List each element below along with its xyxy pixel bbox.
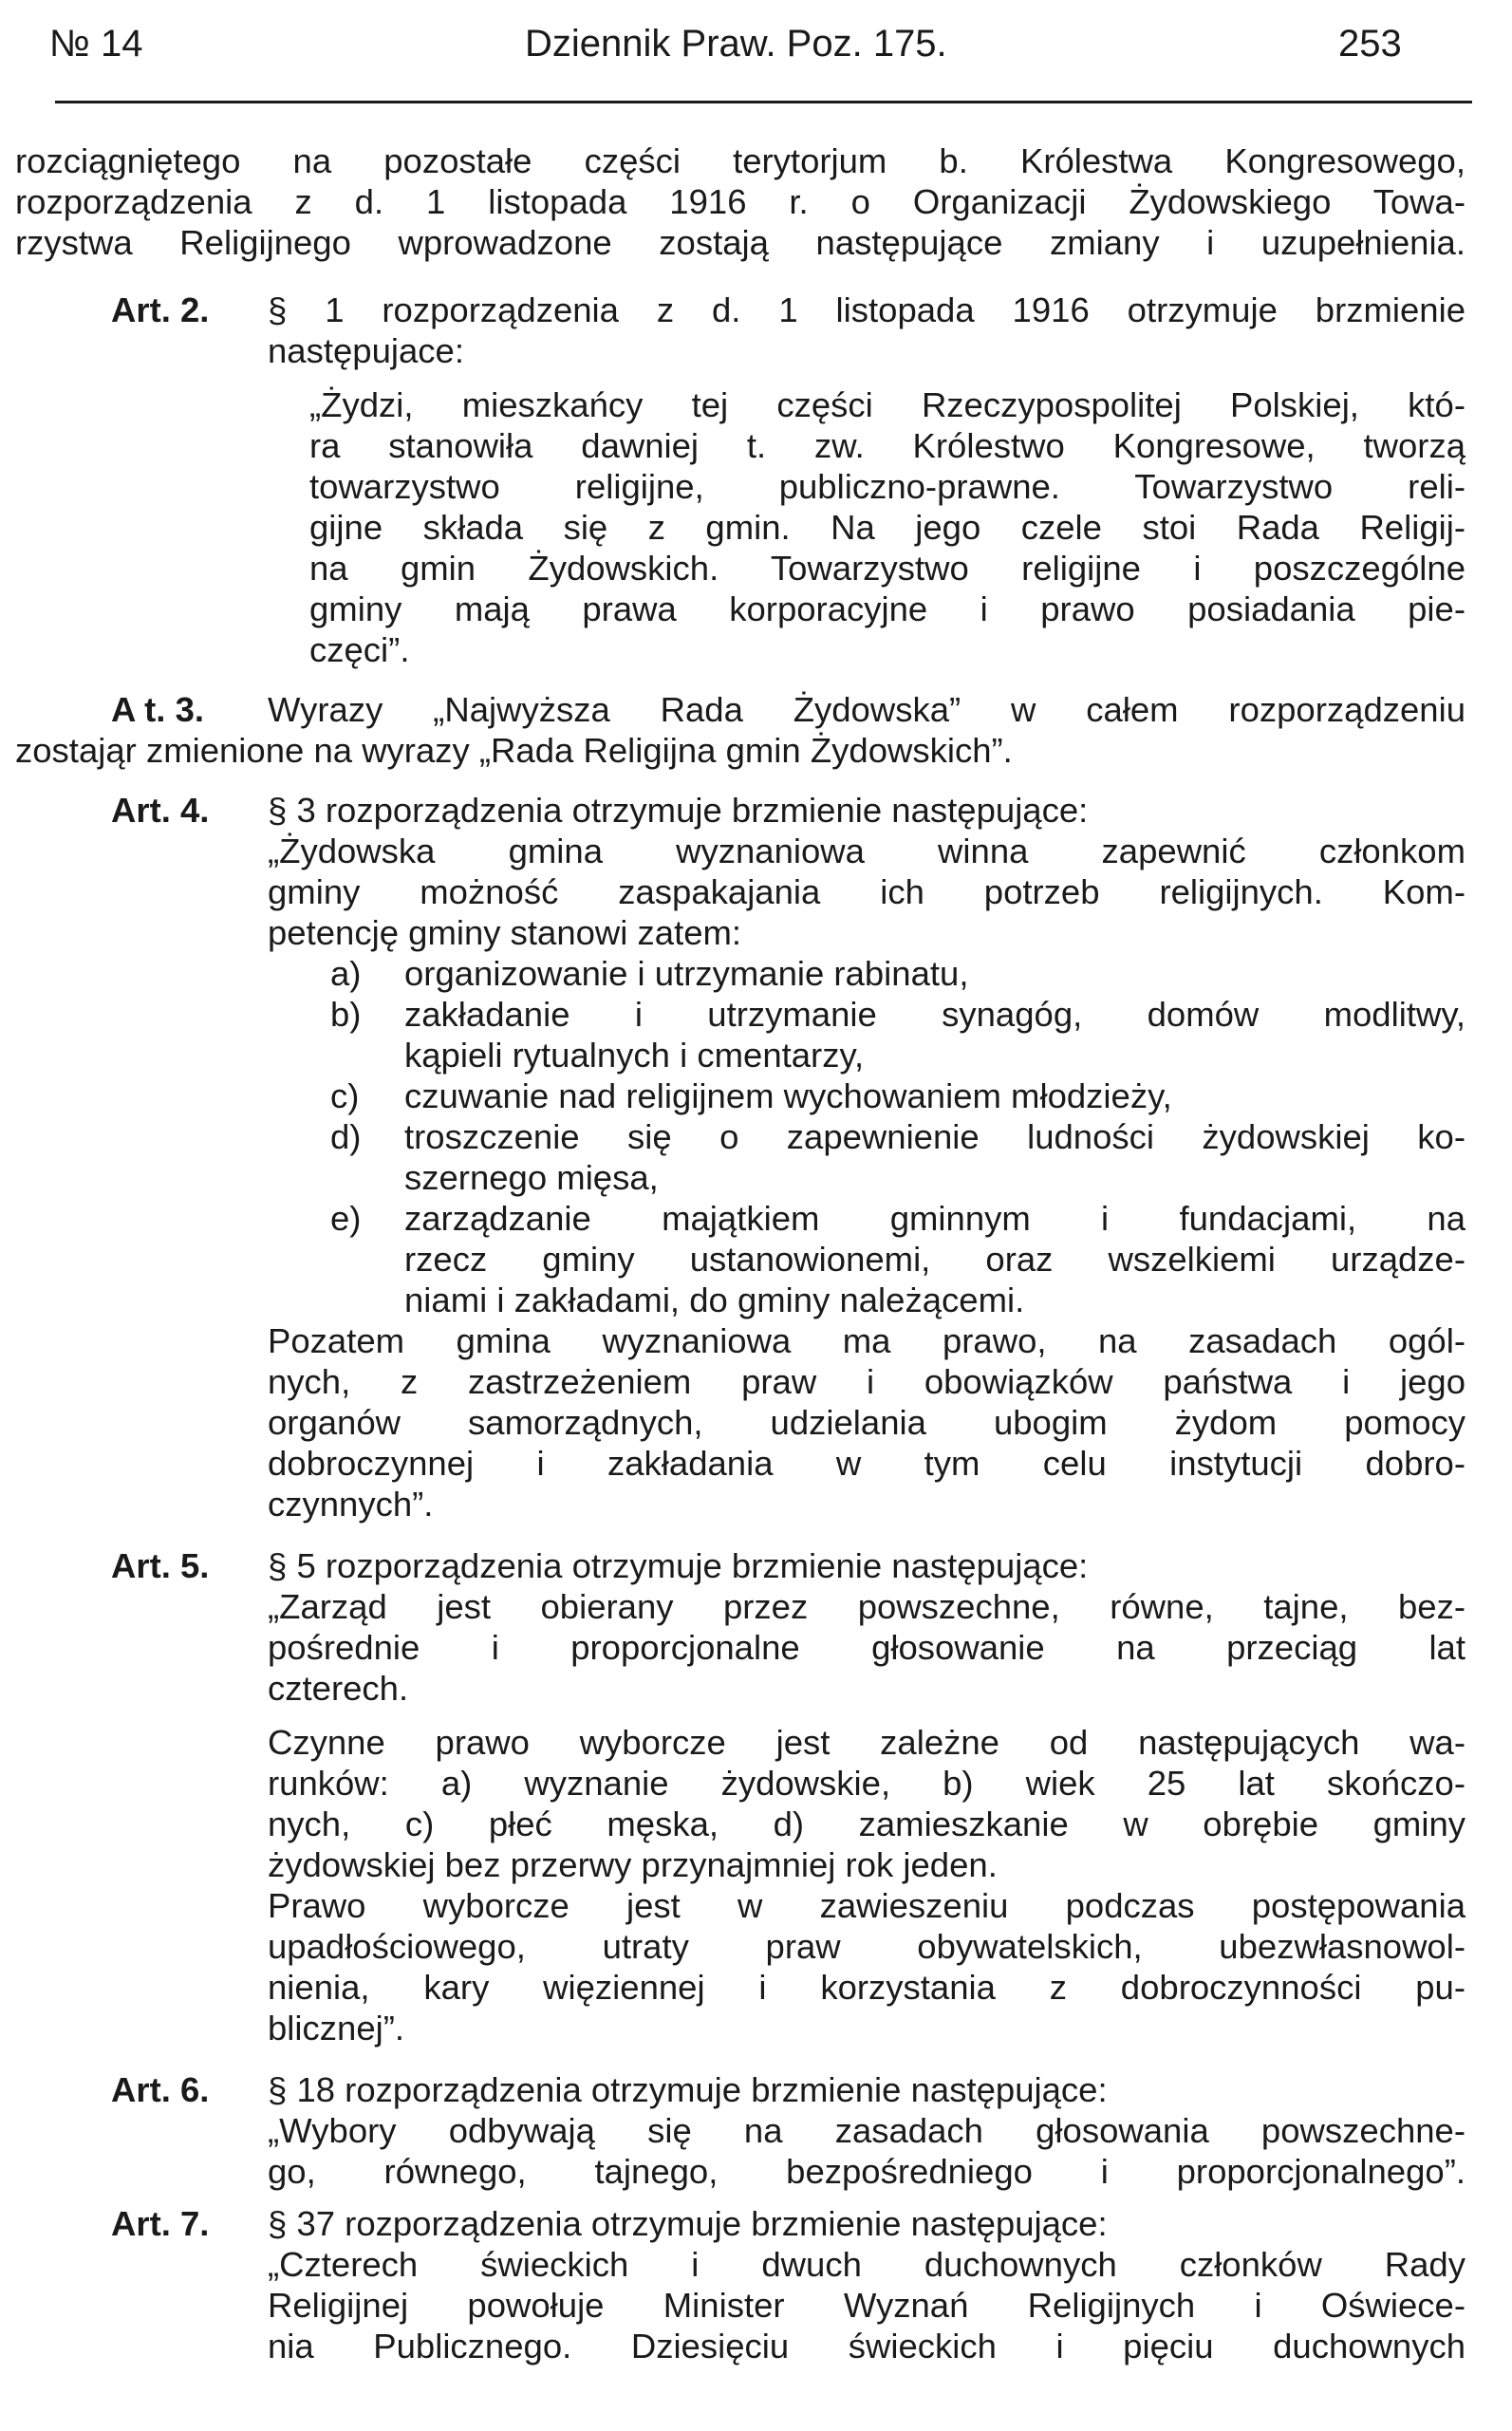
text-line: rozporządzenia z d. 1 listopada 1916 r. o Organizacji Żydowskiego Towa- [15, 182, 1465, 221]
item-letter: c) [330, 1076, 360, 1115]
text-line: § 1 rozporządzenia z d. 1 listopada 1916 otrzymuje brzmienie [268, 290, 1465, 329]
journal-title: Dziennik Praw. Poz. 175. [525, 23, 947, 65]
text-line: żydowskiej bez przerwy przynajmniej rok jeden. [268, 1845, 998, 1884]
item-letter: a) [330, 954, 362, 993]
text-line: „Czterech świeckich i dwuch duchownych członków Rady [268, 2245, 1465, 2284]
page-header [0, 0, 1512, 66]
text-line: gminy mają prawa korporacyjne i prawo posiadania pie- [309, 589, 1465, 628]
text-line: czterech. [268, 1669, 409, 1708]
article-label: Art. 4. [111, 791, 210, 830]
article-3 [15, 689, 1465, 730]
list-item [268, 1075, 1465, 1116]
article-label: Art. 5. [111, 1546, 210, 1585]
article-4 [15, 790, 1465, 1524]
text-line: niami i zakładami, do gminy należącemi. [404, 1281, 1025, 1319]
text-line: petencję gminy stanowi zatem: [268, 913, 742, 952]
list-item [268, 1198, 1465, 1320]
text-line: zarządzanie majątkiem gminnym i fundacjami, na [404, 1199, 1465, 1238]
article-5 [15, 1545, 1465, 2048]
list-item [268, 1116, 1465, 1198]
text-line: § 3 rozporządzenia otrzymuje brzmienie następujące: [268, 791, 1089, 830]
text-line: nienia, kary więziennej i korzystania z dobroczynności pu- [268, 1968, 1465, 2007]
text-line: organizowanie i utrzymanie rabinatu, [404, 954, 969, 993]
text-line: Wyrazy „Najwyższa Rada Żydowska” w całem rozporządzeniu [268, 690, 1465, 729]
issue-number: № 14 [49, 23, 143, 65]
article-6 [15, 2069, 1465, 2192]
text-line: częci”. [309, 630, 410, 669]
text-line: ra stanowiła dawniej t. zw. Królestwo Kongresowe, tworzą [309, 426, 1465, 465]
article-4-closing [268, 1320, 1465, 1524]
text-line: § 37 rozporządzenia otrzymuje brzmienie następujące: [268, 2204, 1108, 2243]
text-line: na gmin Żydowskich. Towarzystwo religijne i poszczególne [309, 549, 1465, 588]
text-line: zostająr zmienione na wyrazy „Rada Religijna gmin Żydowskich”. [15, 731, 1013, 770]
item-letter: d) [330, 1117, 362, 1156]
text-line: szernego mięsa, [404, 1158, 659, 1197]
article-label: Art. 7. [111, 2204, 210, 2243]
text-line: runków: a) wyznanie żydowskie, b) wiek 25 lat skończo- [268, 1764, 1465, 1803]
text-line: go, równego, tajnego, bezpośredniego i proporcjonalnego”. [268, 2152, 1465, 2191]
text-line: rzystwa Religijnego wprowadzone zostają następujące zmiany i uzupełnienia. [15, 223, 1465, 262]
list-item [268, 953, 1465, 994]
text-line: nia Publicznego. Dziesięciu świeckich i pięciu duchownych [268, 2327, 1465, 2366]
article-label: Art. 6. [111, 2070, 210, 2109]
article-2 [15, 290, 1465, 330]
text-line: upadłościowego, utraty praw obywatelskich, ubezwłasnowol- [268, 1927, 1465, 1966]
text-line: troszczenie się o zapewnienie ludności żydowskiej ko- [404, 1117, 1465, 1156]
document-body [15, 140, 1465, 2366]
page-number: 253 [1338, 23, 1402, 65]
text-line: rozciągniętego na pozostałe części terytorjum b. Królestwa Kongresowego, [15, 141, 1465, 180]
text-line: Religijnej powołuje Minister Wyznań Religijnych i Oświece- [268, 2286, 1465, 2325]
text-line: pośrednie i proporcjonalne głosowanie na przeciąg lat [268, 1628, 1465, 1667]
text-line: dobroczynnej i zakładania w tym celu instytucji dobro- [268, 1444, 1465, 1483]
text-line: czynnych”. [268, 1485, 434, 1524]
text-line: rzecz gminy ustanowionemi, oraz wszelkiemi urządze- [404, 1240, 1465, 1279]
list-item [268, 994, 1465, 1075]
item-letter: e) [330, 1199, 362, 1238]
article-7 [15, 2203, 1465, 2366]
text-line: Pozatem gmina wyznaniowa ma prawo, na zasadach ogól- [268, 1321, 1465, 1360]
text-line: § 5 rozporządzenia otrzymuje brzmienie następujące: [268, 1546, 1089, 1585]
text-line: kąpieli rytualnych i cmentarzy, [404, 1036, 865, 1075]
text-line: czuwanie nad religijnem wychowaniem młodzieży, [404, 1076, 1172, 1115]
text-line: gminy możność zaspakajania ich potrzeb religijnych. Kom- [268, 872, 1465, 911]
text-line: zakładanie i utrzymanie synagóg, domów modlitwy, [404, 995, 1465, 1034]
item-letter: b) [330, 995, 362, 1034]
text-line: Prawo wyborcze jest w zawieszeniu podczas postępowania [268, 1886, 1465, 1925]
text-line: następujace: [268, 331, 464, 370]
text-line: nych, z zastrzeżeniem praw i obowiązków państwa i jego [268, 1362, 1465, 1401]
article-label: A t. 3. [111, 690, 205, 729]
text-line: organów samorządnych, udzielania ubogim żydom pomocy [268, 1403, 1465, 1442]
intro-paragraph [15, 140, 1465, 263]
text-line: § 18 rozporządzenia otrzymuje brzmienie następujące: [268, 2070, 1108, 2109]
text-line: blicznej”. [268, 2009, 405, 2048]
text-line: „Żydzi, mieszkańcy tej części Rzeczypospolitej Polskiej, któ- [309, 385, 1465, 424]
text-line: „Wybory odbywają się na zasadach głosowania powszechne- [268, 2111, 1465, 2150]
text-line: nych, c) płeć męska, d) zamieszkanie w obrębie gminy [268, 1805, 1465, 1843]
text-line: „Żydowska gmina wyznaniowa winna zapewnić członkom [268, 832, 1465, 870]
article-label: Art. 2. [111, 290, 210, 329]
text-line: „Zarząd jest obierany przez powszechne, równe, tajne, bez- [268, 1587, 1465, 1626]
text-line: towarzystwo religijne, publiczno-prawne. Towarzystwo reli- [309, 467, 1465, 506]
header-rule [55, 101, 1472, 103]
text-line: gijne składa się z gmin. Na jego czele stoi Rada Religij- [309, 508, 1465, 547]
article-2-quote [15, 371, 1465, 670]
text-line: Czynne prawo wyborcze jest zależne od następujących wa- [268, 1723, 1465, 1762]
